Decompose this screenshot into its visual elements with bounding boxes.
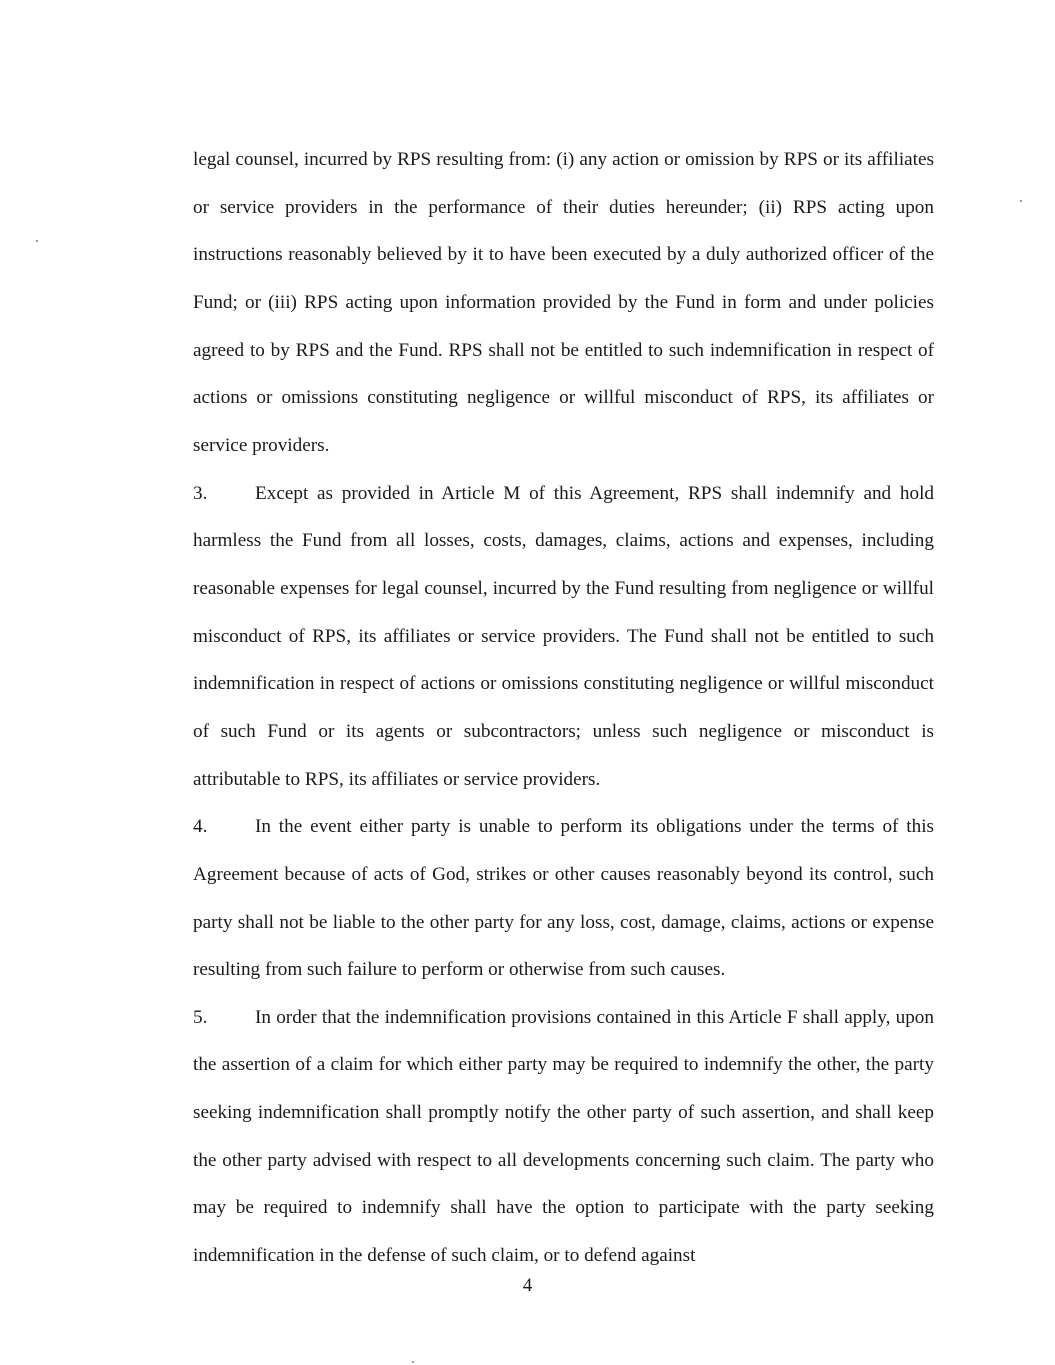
section-3: [193, 470, 934, 804]
section-5-text: In order that the indemnification provisions contained in this Article F shall apply, upon the assertion of a claim for which either party may be required to indemnify the other, the party seeking indemnification shall promptly notify the other party of such assertion, and shall keep the other party advised with respect to all developments concerning such claim. The party who may be required to indemnify shall have the option to participate with the party seeking indemnification in the defense of such claim, or to defend against: [193, 1006, 934, 1267]
continuation-paragraph: legal counsel, incurred by RPS resulting from: (i) any action or omission by RPS or its affiliates or service providers in the performance of their duties hereunder; (ii) RPS acting upon instructions reasonably believed by it to have been executed by a duly authorized officer of the Fund; or (iii) RPS acting upon information provided by the Fund in form and under policies agreed to by RPS and the Fund. RPS shall not be entitled to such indemnification in respect of actions or omissions constituting negligence or willful misconduct of RPS, its affiliates or service providers.: [193, 149, 934, 456]
section-3-number: 3.: [193, 482, 208, 504]
section-5: [193, 994, 934, 1280]
document-body: [193, 136, 934, 1280]
section-4: [193, 803, 934, 994]
section-3-text: Except as provided in Article M of this Agreement, RPS shall indemnify and hold harmless the Fund from all losses, costs, damages, claims, actions and expenses, including reasonable expenses for legal counsel, incurred by the Fund resulting from negligence or willful misconduct of RPS, its affiliates or service providers. The Fund shall not be entitled to such indemnification in respect of actions or omissions constituting negligence or willful misconduct of such Fund or its agents or subcontractors; unless such negligence or misconduct is attributable to RPS, its affiliates or service providers.: [193, 482, 934, 790]
section-4-text: In the event either party is unable to perform its obligations under the terms of this Agreement because of acts of God, strikes or other causes reasonably beyond its control, such party shall not be liable to the other party for any loss, cost, damage, claims, actions or expense resulting from such failure to perform or otherwise from such causes.: [193, 816, 934, 981]
scan-speck: [412, 1361, 414, 1363]
scan-speck: [36, 240, 38, 242]
section-4-number: 4.: [193, 816, 208, 838]
section-5-number: 5.: [193, 1006, 208, 1028]
scan-speck: [1020, 200, 1022, 202]
page-number: 4: [522, 1275, 533, 1296]
